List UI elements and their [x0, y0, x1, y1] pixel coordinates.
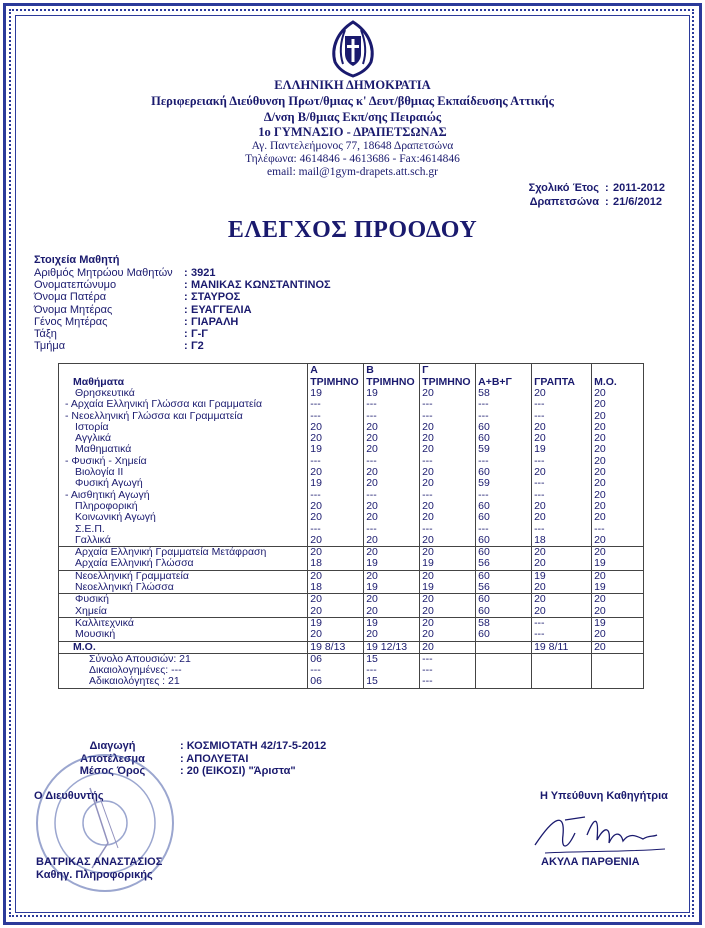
grade-cell: 20 [532, 501, 592, 512]
grade-cell: 60 [476, 422, 532, 433]
grade-cell: 20 [364, 501, 420, 512]
header-directorate: Δ/νση Β/θμιας Εκπ/σης Πειραιώς [263, 110, 442, 124]
header-email: email: mail@1gym-drapets.att.sch.gr [267, 166, 438, 178]
student-field-value: ΓΙΑΡΑΛΗ [191, 315, 239, 328]
subject-cell: Αδικαιολόγητες : 21 [89, 675, 180, 688]
header-address: Αγ. Παντελεήμονος 77, 18648 Δραπετσώνα [251, 140, 454, 152]
subject-cell: Δικαιολογημένες: --- [89, 664, 182, 677]
grade-cell: 20 [420, 535, 476, 547]
grade-cell: --- [532, 629, 592, 641]
table-row [59, 490, 644, 501]
grade-cell: --- [420, 411, 476, 422]
average-row [59, 641, 644, 653]
grade-cell: --- [420, 524, 476, 535]
grade-cell: 58 [476, 617, 532, 629]
result-value: : 20 (ΕΙΚΟΣΙ) "Άριστα" [180, 765, 296, 777]
col-b-top: Β [364, 364, 420, 377]
grade-cell [476, 676, 532, 688]
year-value: 2011-2012 [613, 182, 665, 194]
result-label: Αποτέλεσμα [80, 752, 145, 765]
subject-cell: Μουσική [75, 628, 116, 641]
grade-cell: 20 [308, 501, 364, 512]
grade-cell: --- [476, 456, 532, 467]
grade-cell: 18 [532, 535, 592, 547]
grade-cell [592, 676, 644, 688]
col-c-top: Γ [420, 364, 476, 377]
grade-cell: 20 [364, 422, 420, 433]
subject-cell: Μαθηματικά [75, 443, 132, 456]
student-field-label: Γένος Μητέρας [34, 315, 108, 328]
table-row [59, 594, 644, 606]
grade-cell: 19 [532, 444, 592, 455]
grade-cell: --- [532, 478, 592, 489]
grade-cell: 20 [308, 606, 364, 618]
grade-cell: --- [532, 399, 592, 410]
place-label: Δραπετσώνα [529, 196, 599, 208]
subject-cell: Ιστορία [75, 420, 109, 433]
grade-cell: 15 [364, 676, 420, 688]
grade-cell: --- [476, 411, 532, 422]
header-phones: Τηλέφωνα: 4614846 - 4613686 - Fax:4614846 [245, 153, 460, 165]
grade-cell: 15 [364, 653, 420, 665]
grade-cell [476, 641, 532, 653]
grade-cell: 19 [364, 388, 420, 399]
grade-cell: --- [420, 665, 476, 676]
grade-cell: 19 [308, 388, 364, 399]
student-field-value: ΕΥΑΓΓΕΛΙΑ [191, 303, 252, 316]
grade-cell: 20 [532, 433, 592, 444]
grade-cell: 20 [420, 422, 476, 433]
student-field-value: ΜΑΝΙΚΑΣ ΚΩΝΣΤΑΝΤΙΝΟΣ [191, 279, 331, 292]
grade-cell: 20 [592, 478, 644, 489]
grade-cell: 59 [476, 478, 532, 489]
grade-cell: 19 [592, 582, 644, 594]
grade-cell: 20 [308, 594, 364, 606]
grade-cell: 20 [308, 535, 364, 547]
greek-emblem-icon [323, 18, 383, 78]
grade-cell: --- [308, 411, 364, 422]
grade-cell: 20 [420, 467, 476, 478]
grade-cell: 20 [420, 617, 476, 629]
student-field-label: Τάξη [34, 328, 57, 340]
grade-cell: 20 [532, 558, 592, 570]
subject-cell: - Φυσική - Χημεία [65, 454, 147, 467]
grade-cell: 19 [420, 558, 476, 570]
grade-cell: 20 [592, 501, 644, 512]
table-row [59, 399, 644, 410]
result-value: : ΑΠΟΛΥΕΤΑΙ [180, 752, 249, 765]
grade-cell: --- [476, 524, 532, 535]
subject-cell: Πληροφορική [75, 499, 138, 512]
grade-cell: 20 [364, 512, 420, 523]
grade-cell: 60 [476, 547, 532, 559]
table-row [59, 617, 644, 629]
grade-cell: 20 [308, 547, 364, 559]
subject-cell: Σ.Ε.Π. [75, 522, 105, 535]
teacher-title: Η Υπεύθυνη Καθηγήτρια [540, 790, 668, 802]
table-row [59, 512, 644, 523]
grade-cell: 20 [592, 594, 644, 606]
absence-row [59, 676, 644, 688]
teacher-name: ΑΚΥΛΑ ΠΑΡΘΕΝΙΑ [541, 856, 640, 868]
subject-cell: Φυσική Αγωγή [75, 477, 143, 490]
subject-cell: Βιολογία ΙΙ [75, 466, 124, 479]
grade-cell: 19 12/13 [364, 641, 420, 653]
grade-cell: 56 [476, 558, 532, 570]
principal-role: Καθηγ. Πληροφορικής [36, 869, 153, 881]
grade-cell: --- [308, 524, 364, 535]
grade-cell: 20 [592, 641, 644, 653]
subject-cell: - Αισθητική Αγωγή [65, 488, 150, 501]
grade-cell: 20 [364, 570, 420, 582]
place-value: 21/6/2012 [613, 196, 662, 208]
grades-table [58, 363, 644, 689]
subject-cell: - Αρχαία Ελληνική Γλώσσα και Γραμματεία [65, 398, 263, 411]
student-field-label: Τμήμα [34, 340, 66, 353]
grade-cell: 20 [364, 444, 420, 455]
result-value: : ΚΟΣΜΙΟΤΑΤΗ 42/17-5-2012 [180, 740, 327, 752]
grade-cell: 20 [420, 512, 476, 523]
col-subject: Μαθήματα [73, 376, 125, 388]
grade-cell: 19 [364, 582, 420, 594]
grade-cell: 20 [420, 433, 476, 444]
result-label: Διαγωγή [89, 740, 136, 752]
grade-cell: 19 [592, 617, 644, 629]
subject-cell: Αρχαία Ελληνική Γλώσσα [75, 557, 194, 570]
grade-cell: 20 [420, 606, 476, 618]
table-row [59, 456, 644, 467]
document-title: ΕΛΕΓΧΟΣ ΠΡΟΟΔΟΥ [227, 217, 478, 243]
grade-cell: 20 [592, 570, 644, 582]
grade-cell: --- [308, 456, 364, 467]
grade-cell: --- [532, 524, 592, 535]
grade-cell: --- [420, 399, 476, 410]
grade-cell: 60 [476, 467, 532, 478]
grade-cell: 60 [476, 501, 532, 512]
grade-cell: 20 [308, 629, 364, 641]
grade-cell: 20 [532, 422, 592, 433]
grade-cell: 60 [476, 512, 532, 523]
table-row [59, 411, 644, 422]
grade-cell: --- [532, 411, 592, 422]
grade-cell: 60 [476, 433, 532, 444]
grade-cell: --- [532, 617, 592, 629]
grade-cell: 20 [532, 467, 592, 478]
student-field-value: 3921 [191, 267, 216, 279]
year-label: Σχολικό Έτος [528, 182, 599, 194]
grade-cell: 20 [592, 512, 644, 523]
subject-cell: Σύνολο Απουσιών: 21 [59, 653, 308, 665]
grade-cell: 06 [308, 653, 364, 665]
grade-cell: 20 [592, 433, 644, 444]
grade-cell: --- [532, 490, 592, 501]
grade-cell: --- [364, 490, 420, 501]
grade-cell [532, 653, 592, 665]
grade-cell: 19 [532, 570, 592, 582]
subject-cell: Αρχαία Ελληνική Γραμματεία Μετάφραση [59, 547, 308, 559]
grade-cell: 20 [420, 594, 476, 606]
grade-cell: 20 [308, 570, 364, 582]
grade-cell: 20 [592, 444, 644, 455]
col-written: ΓΡΑΠΤΑ [532, 376, 592, 388]
subject-cell: Γαλλικά [75, 533, 111, 546]
grade-cell: --- [592, 524, 644, 535]
grade-cell: 20 [308, 512, 364, 523]
grade-cell: 19 [592, 558, 644, 570]
col-a-bot: ΤΡΙΜΗΝΟ [308, 376, 364, 388]
grade-cell: 20 [532, 594, 592, 606]
subject-cell: Μ.Ο. [59, 641, 308, 653]
grade-cell: 19 [364, 617, 420, 629]
grade-cell: 20 [420, 629, 476, 641]
table-row [59, 606, 644, 618]
grade-cell: 20 [532, 547, 592, 559]
grade-cell: 20 [592, 467, 644, 478]
grade-cell: 20 [592, 490, 644, 501]
grade-cell: 58 [476, 388, 532, 399]
grade-cell [476, 653, 532, 665]
grade-cell: 20 [592, 399, 644, 410]
subject-cell: Φυσική [59, 594, 308, 606]
header-school: 1ο ΓΥΜΝΑΣΙΟ - ΔΡΑΠΕΤΣΩΝΑΣ [258, 125, 447, 139]
table-row [59, 433, 644, 444]
grade-cell: 20 [592, 422, 644, 433]
principal-name: ΒΑΤΡΙΚΑΣ ΑΝΑΣΤΑΣΙΟΣ [36, 856, 163, 868]
grade-cell: 20 [420, 570, 476, 582]
grade-cell: 20 [420, 501, 476, 512]
col-sum: Α+Β+Γ [476, 376, 532, 388]
grade-cell: 20 [308, 433, 364, 444]
grade-cell: --- [420, 456, 476, 467]
grade-cell: 20 [592, 606, 644, 618]
grade-cell: 60 [476, 535, 532, 547]
grade-cell [476, 665, 532, 676]
result-label: Μέσος Όρος [79, 765, 146, 777]
grade-cell [592, 665, 644, 676]
principal-title: Ο Διευθυντής [34, 790, 104, 802]
grade-cell: --- [532, 456, 592, 467]
grade-cell: 19 [308, 617, 364, 629]
subject-cell: Καλλιτεχνικά [59, 617, 308, 629]
col-c-bot: ΤΡΙΜΗΝΟ [420, 376, 476, 388]
student-field-label: Ονοματεπώνυμο [34, 279, 117, 292]
col-b-bot: ΤΡΙΜΗΝΟ [364, 376, 420, 388]
grade-cell [592, 653, 644, 665]
header-regional: Περιφερειακή Διεύθυνση Πρωτ/θμιας κ' Δευτ/βθμιας Εκπαίδευσης Αττικής [151, 94, 554, 108]
grade-cell: 19 [420, 582, 476, 594]
grade-cell: 20 [532, 606, 592, 618]
grade-cell: 20 [364, 478, 420, 489]
table-row [59, 535, 644, 547]
grade-cell: 60 [476, 594, 532, 606]
subject-cell: Χημεία [75, 604, 107, 617]
subject-cell: - Νεοελληνική Γλώσσα και Γραμματεία [65, 409, 243, 422]
teacher-signature-icon [525, 805, 675, 860]
grade-cell: 20 [364, 594, 420, 606]
grade-cell: 20 [420, 478, 476, 489]
table-row [59, 422, 644, 433]
grade-cell: 20 [364, 606, 420, 618]
grade-cell: 20 [532, 512, 592, 523]
grade-cell: 59 [476, 444, 532, 455]
grade-cell: 60 [476, 629, 532, 641]
student-field-label: Όνομα Πατέρα [34, 291, 107, 304]
grade-cell: 60 [476, 570, 532, 582]
grade-cell: 19 8/11 [532, 641, 592, 653]
grade-cell: 18 [308, 582, 364, 594]
subject-cell: Αγγλικά [75, 432, 112, 445]
table-row [59, 524, 644, 535]
grade-cell: --- [364, 399, 420, 410]
table-row [59, 558, 644, 570]
grade-cell [532, 665, 592, 676]
student-field-label: Αριθμός Μητρώου Μαθητών [34, 267, 173, 279]
grade-cell: --- [476, 490, 532, 501]
grade-cell: 20 [592, 456, 644, 467]
grade-cell: 60 [476, 606, 532, 618]
grade-cell: 20 [592, 547, 644, 559]
grade-cell: 20 [364, 433, 420, 444]
grade-cell: --- [364, 665, 420, 676]
grade-cell: 20 [592, 629, 644, 641]
grade-cell: 20 [532, 388, 592, 399]
grade-cell: --- [308, 665, 364, 676]
grade-cell: --- [420, 490, 476, 501]
col-avg: Μ.Ο. [592, 376, 644, 388]
header-republic: ΕΛΛΗΝΙΚΗ ΔΗΜΟΚΡΑΤΙΑ [274, 78, 431, 92]
grade-cell: 20 [364, 629, 420, 641]
grade-cell: 19 [308, 478, 364, 489]
grade-cell: 20 [364, 467, 420, 478]
grade-cell: --- [308, 399, 364, 410]
table-row [59, 582, 644, 594]
grade-cell: --- [420, 676, 476, 688]
student-field-value: Γ-Γ [191, 328, 208, 340]
grade-cell: 20 [420, 388, 476, 399]
grade-cell: 19 [364, 558, 420, 570]
grade-cell: 56 [476, 582, 532, 594]
grade-cell: 20 [308, 467, 364, 478]
subject-cell: Νεοελληνική Γλώσσα [75, 581, 174, 594]
grade-cell: 20 [592, 411, 644, 422]
grade-cell: 20 [364, 547, 420, 559]
grade-cell: 18 [308, 558, 364, 570]
subject-cell: Θρησκευτικά [75, 387, 135, 399]
grade-cell: --- [308, 490, 364, 501]
grade-cell: --- [476, 399, 532, 410]
grade-cell: --- [364, 411, 420, 422]
grade-cell: 20 [364, 535, 420, 547]
student-field-value: ΣΤΑΥΡΟΣ [191, 291, 241, 304]
table-row [59, 629, 644, 641]
col-a-top: Α [308, 364, 364, 377]
subject-cell: Νεοελληνική Γραμματεία [59, 570, 308, 582]
student-field-label: Όνομα Μητέρας [34, 303, 113, 316]
grade-cell: 20 [308, 422, 364, 433]
grade-cell: --- [364, 524, 420, 535]
table-row [59, 467, 644, 478]
grade-cell: 19 [308, 444, 364, 455]
grade-cell: --- [364, 456, 420, 467]
grade-cell [532, 676, 592, 688]
table-row [59, 478, 644, 489]
grade-cell: 20 [420, 547, 476, 559]
student-field-value: Γ2 [191, 340, 204, 353]
student-section-label: Στοιχεία Μαθητή [34, 254, 120, 266]
grade-cell: 19 8/13 [308, 641, 364, 653]
subject-cell: Κοινωνική Αγωγή [75, 511, 156, 524]
grade-cell: --- [420, 653, 476, 665]
grade-cell: 20 [532, 582, 592, 594]
grade-cell: 20 [420, 641, 476, 653]
grade-cell: 06 [308, 676, 364, 688]
grade-cell: 20 [420, 444, 476, 455]
grade-cell: 20 [592, 388, 644, 399]
grade-cell: 20 [592, 535, 644, 547]
